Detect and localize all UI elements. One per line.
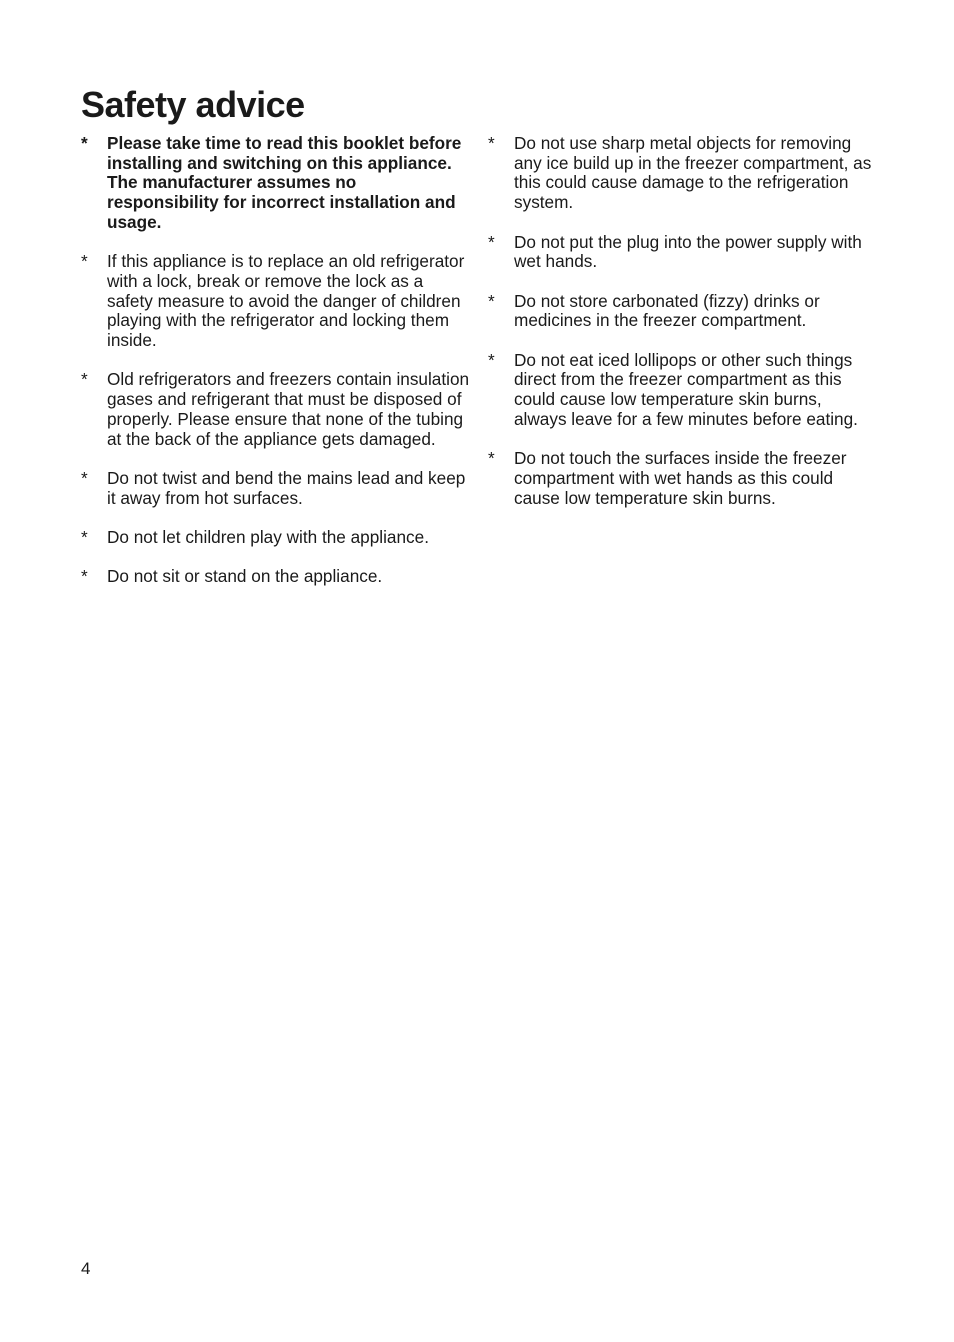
item-text: Do not use sharp metal objects for removing any ice build up in the freezer compartment, as this could cause damage to the refrigeration system. (514, 133, 872, 213)
bullet-asterisk-icon: * (488, 290, 495, 311)
item-text: Do not twist and bend the mains lead and keep it away from hot surfaces. (107, 467, 466, 508)
item-text: Do not store carbonated (fizzy) drinks or medicines in the freezer compartment. (514, 290, 820, 331)
bullet-asterisk-icon: * (81, 369, 88, 390)
list-item (488, 351, 878, 430)
page-number: 4 (81, 1259, 91, 1278)
bullet-asterisk-icon: * (81, 527, 88, 547)
bullet-asterisk-icon: * (488, 133, 495, 153)
item-text: Old refrigerators and freezers contain insulation gases and refrigerant that must be disposed of properly. Please ensure that none of the tubing at the back of the appliance gets damaged. (107, 369, 470, 449)
item-text: Do not sit or stand on the appliance. (107, 566, 383, 587)
item-text: If this appliance is to replace an old refrigerator with a lock, break or remove the lock as a safety measure to avoid the danger of children playing with the refrigerator and locking them inside. (107, 251, 465, 351)
list-item (81, 528, 471, 548)
list-item (488, 134, 878, 213)
bullet-asterisk-icon: * (81, 566, 88, 587)
list-item (81, 469, 471, 508)
bullet-asterisk-icon: * (488, 448, 495, 469)
list-item (81, 134, 471, 233)
bullet-asterisk-icon: * (81, 251, 88, 272)
left-column (81, 134, 471, 607)
list-item (488, 292, 878, 331)
bullet-asterisk-icon: * (81, 133, 88, 153)
page-title: Safety advice (81, 84, 305, 125)
item-text: Do not touch the surfaces inside the freezer compartment with wet hands as this could cause low temperature skin burns. (514, 448, 847, 508)
list-item (81, 370, 471, 449)
item-text: Do not let children play with the appliance. (107, 527, 429, 547)
list-item (81, 252, 471, 351)
bullet-asterisk-icon: * (488, 231, 495, 252)
item-text: Do not eat iced lollipops or other such things direct from the freezer compartment as this could cause low temperature skin burns, always leave for a few minutes before eating. (514, 349, 858, 429)
list-item (488, 233, 878, 272)
bullet-asterisk-icon: * (488, 349, 495, 370)
list-item (81, 567, 471, 587)
bullet-asterisk-icon: * (81, 467, 88, 488)
list-item (488, 449, 878, 508)
item-text: Do not put the plug into the power supply with wet hands. (514, 231, 862, 272)
item-text: Please take time to read this booklet before installing and switching on this appliance. The manufacturer assumes no responsibility for incorrect installation and usage. (107, 133, 462, 232)
right-column (488, 134, 878, 528)
